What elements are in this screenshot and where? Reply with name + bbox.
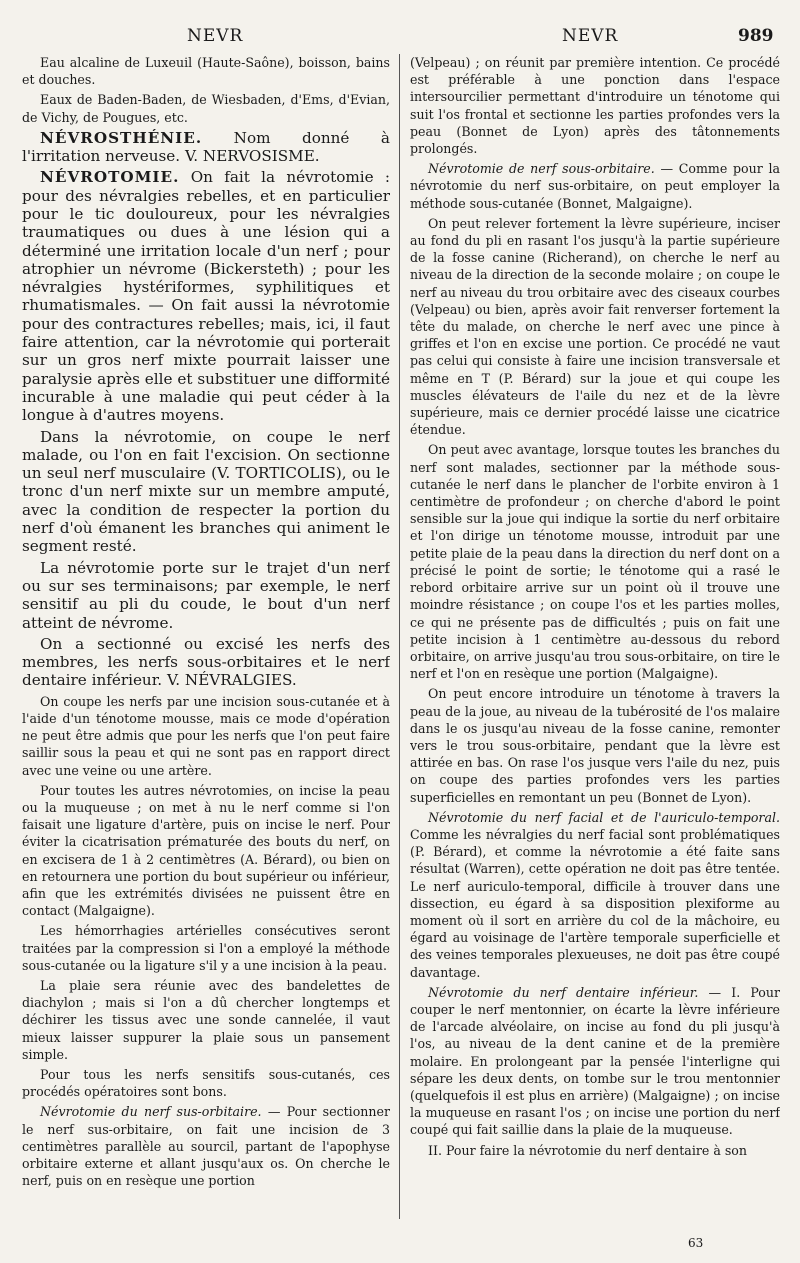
subsection-paragraph <box>22 1103 390 1189</box>
paragraph: Dans la névrotomie, on coupe le nerf malade, ou l'on en fait l'excision. On sectionne un seul nerf musculaire (V. TORTICOLIS), ou le tronc d'un nerf mixte sur un membre amputé, avec la condition de respecter la portion du nerf d'où émanent les branches qui animent le segment resté. <box>22 427 390 556</box>
subsection-title: Névrotomie du nerf dentaire inférieur. <box>428 984 699 1000</box>
page-number: 989 <box>738 26 774 46</box>
paragraph: Eau alcaline de Luxeuil (Haute-Saône), boisson, bains et douches. <box>22 55 390 88</box>
left-column <box>22 54 390 1234</box>
paragraph: Pour toutes les autres névrotomies, on incise la peau ou la muqueuse ; on met à nu le nerf comme si l'on faisait une ligature d'artère, puis on incise le nerf. Pour éviter la cicatrisation prématurée des bouts du nerf, on en excisera de 1 à 2 centimètres (A. Bérard), ou bien on en retournera une portion du bout supérieur ou inférieur, afin que les extrémités divisées ne puissent être en contact (Malgaigne). <box>22 782 390 919</box>
paragraph: Eaux de Baden-Baden, de Wiesbaden, d'Ems, d'Evian, de Vichy, de Pougues, etc. <box>22 92 390 125</box>
right-column <box>410 54 780 1234</box>
subsection-title: Névrotomie de nerf sous-orbitaire. <box>428 161 655 177</box>
printer-signature: 63 <box>688 1236 704 1250</box>
paragraph-text: — Comme pour la névrotomie du nerf sus-orbitaire, on peut employer la méthode sous-cutanée (Bonnet, Malgaigne). <box>410 161 780 211</box>
entry-headword: NÉVROSTHÉNIE. <box>40 128 203 147</box>
subsection-paragraph <box>410 984 780 1139</box>
entry-text: Nom donné à l'irritation nerveuse. V. NERVOSISME. <box>22 128 390 166</box>
subsection-paragraph <box>410 809 780 981</box>
paragraph-text: Comme les névralgies du nerf facial sont problématiques (P. Bérard), et comme la névrotomie a été faite sans résultat (Warren), cette opération ne doit pas être tentée. Le nerf auriculo-temporal, difficile à trouver dans une dissection, eu égard à sa disposition plexiforme au moment où il sort en arrière du col de la mâchoire, eu égard au voisinage de l'artère temporale superficielle et des veines temporales plexueuses, ne doit pas être coupé davantage. <box>410 826 780 980</box>
subsection-paragraph <box>410 160 780 212</box>
paragraph: La névrotomie porte sur le trajet d'un nerf ou sur ses terminaisons; par exemple, le nerf sensitif au pli du coude, le bout d'un nerf atteint de névrome. <box>22 558 390 632</box>
entry-headword: NÉVROTOMIE. <box>40 168 180 187</box>
paragraph: II. Pour faire la névrotomie du nerf dentaire à son <box>428 1142 747 1158</box>
paragraph-text: — I. Pour couper le nerf mentonnier, on écarte la lèvre inférieure de l'arcade alvéolaire, on incise au fond du pli jusqu'à l'os, au niveau de la dent canine et de la première molaire. En prolongeant par la pensée l'interligne qui sépare les deux dents, on tombe sur le trou mentonnier (quelquefois il est plus en arrière) (Malgaigne) ; on incise la muqueuse en rasant l'os ; on incise une portion du nerf coupé qui fait saillie dans la plaie de la muqueuse. <box>410 984 780 1138</box>
dictionary-entry <box>22 168 390 424</box>
paragraph: On coupe les nerfs par une incision sous-cutanée et à l'aide d'un ténotome mousse, mais ce mode d'opération ne peut être admis que pour les nerfs que l'on peut faire saillir sous la peau et qui ne sont pas en rapport direct avec une veine ou une artère. <box>22 693 390 778</box>
dictionary-entry <box>22 129 390 166</box>
paragraph: (Velpeau) ; on réunit par première intention. Ce procédé est préférable à une ponction dans l'espace intersourcilier permettant d'introduire un ténotome qui suit l'os frontal et sectionne les parties profondes vers la peau (Bonnet de Lyon) après des tâtonnements prolongés. <box>410 55 780 157</box>
paragraph: On peut encore introduire un ténotome à travers la peau de la joue, au niveau de la tubérosité de l'os malaire dans le os jusqu'au niveau de la fosse canine, remonter vers le trou sous-orbitaire, pendant que la lèvre est attirée en bas. On rase l'os jusque vers l'aile du nez, puis on coupe des parties profondes vers les parties superficielles en remontant un peu (Bonnet de Lyon). <box>410 686 780 805</box>
paragraph: On a sectionné ou excisé les nerfs des membres, les nerfs sous-orbitaires et le nerf dentaire inférieur. V. NÉVRALGIES. <box>22 634 390 690</box>
running-head-right: NEVR <box>562 26 619 46</box>
running-head-left: NEVR <box>187 26 244 46</box>
paragraph: On peut avec avantage, lorsque toutes les branches du nerf sont malades, sectionner par la méthode sous-cutanée le nerf dans le plancher de l'orbite environ à 1 centimètre de profondeur ; on cherche d'abord le point sensible sur la joue qui indique la sortie du nerf orbitaire et l'on dirige un ténotome mousse, introduit par une petite plaie de la peau dans la direction du nerf dont on a précisé le point de sortie; le ténotome qui a rasé le rebord orbitaire arrive sur un point où il trouve une moindre résistance ; on coupe l'os et les parties molles, ce qui ne présente pas de difficultés ; puis on fait une petite incision à 1 centimètre au-dessous du rebord orbitaire, on arrive jusqu'au trou sous-orbitaire, on tire le nerf et l'on en resèque une portion (Malgaigne). <box>410 442 780 682</box>
paragraph: La plaie sera réunie avec des bandelettes de diachylon ; mais si l'on a dû chercher longtemps et déchirer les tissus avec une sonde cannelée, il vaut mieux laisser suppurer la plaie sous un pansement simple. <box>22 977 390 1062</box>
entry-text: On fait la névrotomie : pour des névralgies rebelles, et en particulier pour le tic douloureux, pour les névralgies traumatiques ou dues à une lésion qui a déterminé une irritation locale d'un nerf ; pour atrophier un névrome (Bickersteth) ; pour les névralgies hystériformes, syphilitiques et rhumatismales. — On fait aussi la névrotomie pour des contractures rebelles; mais, ici, il faut faire attention, car la névrotomie qui porterait sur un gros nerf mixte pourrait laisser une paralysie après elle et substituer une difformité incurable à une maladie qui peut céder à la longue à d'autres moyens. <box>22 168 390 425</box>
paragraph: Pour tous les nerfs sensitifs sous-cutanés, ces procédés opératoires sont bons. <box>22 1066 390 1100</box>
subsection-title: Névrotomie du nerf facial et de l'auriculo-temporal. <box>428 809 780 825</box>
paragraph: Les hémorrhagies artérielles consécutives seront traitées par la compression si l'on a employé la méthode sous-cutanée ou la ligature s'il y a une incision à la peau. <box>22 923 390 973</box>
paragraph: On peut relever fortement la lèvre supérieure, inciser au fond du pli en rasant l'os jusqu'à la partie supérieure de la fosse canine (Richerand), on cherche le nerf au niveau de la direction de la seconde molaire ; on coupe le nerf au niveau du trou orbitaire avec des ciseaux courbes (Velpeau) ou bien, après avoir fait renverser fortement la tête du malade, on cherche le nerf avec une pince à griffes et l'on en excise une portion. Ce procédé ne vaut pas celui qui consiste à faire une incision transversale et même en T (P. Bérard) sur la joue et qui coupe les muscles élévateurs de l'aile du nez et de la lèvre supérieure, mais ce dernier procédé laisse une cicatrice étendue. <box>410 215 780 438</box>
subsection-title: Névrotomie du nerf sus-orbitaire. <box>40 1104 262 1120</box>
column-divider <box>399 54 400 1219</box>
paragraph-text: — Pour sectionner le nerf sus-orbitaire, on fait une incision de 3 centimètres parallèle au sourcil, partant de l'apophyse orbitaire externe et allant jusqu'aux os. On cherche le nerf, puis on en resèque une portion <box>22 1104 390 1189</box>
